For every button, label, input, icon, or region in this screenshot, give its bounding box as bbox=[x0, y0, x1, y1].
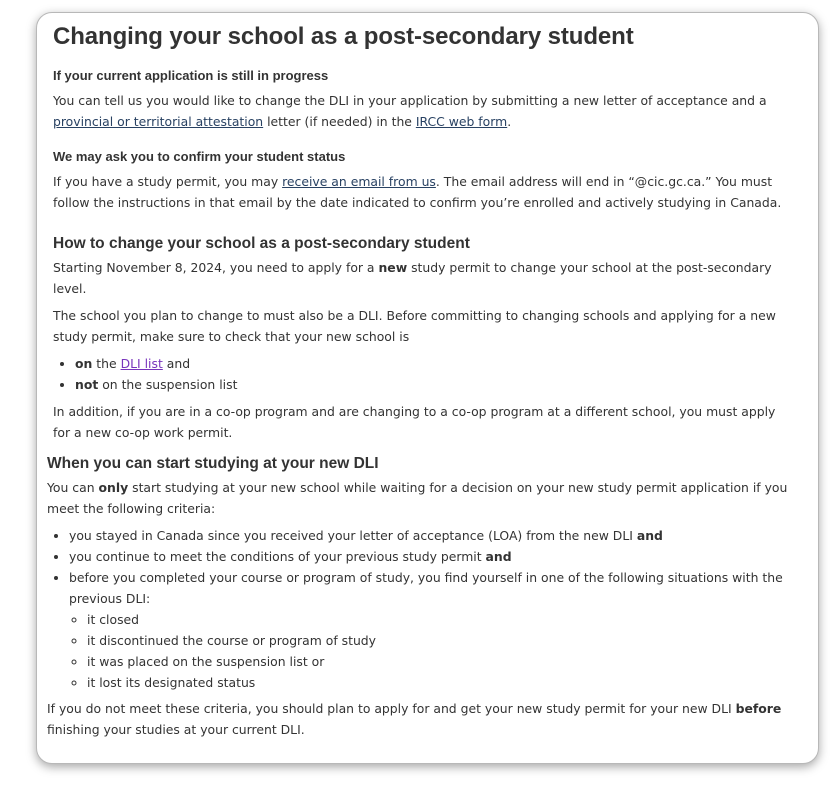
section-paragraph: You can only start studying at your new school while waiting for a decision on your new study permit application if you meet the following criteria: bbox=[47, 480, 788, 516]
section-heading: When you can start studying at your new DLI bbox=[47, 455, 379, 472]
section-paragraph: You can tell us you would like to change the DLI in your application by submitting a new letter of acceptance and a provincial or territorial attestation letter (if needed) in the IRCC web form. bbox=[53, 93, 767, 129]
section-paragraph: If you do not meet these criteria, you should plan to apply for and get your new study permit for your new DLI before finishing your studies at your current DLI. bbox=[47, 701, 782, 737]
section-application-in-progress bbox=[53, 66, 792, 132]
situations-list bbox=[69, 609, 792, 693]
list-item: ◦ it closed bbox=[87, 609, 792, 630]
section-paragraph: The school you plan to change to must also be a DLI. Before committing to changing schools and applying for a new study permit, make sure to check that your new school is bbox=[53, 308, 776, 344]
dli-list-link[interactable]: DLI list bbox=[120, 356, 163, 371]
section-paragraph: Starting November 8, 2024, you need to apply for a new study permit to change your school at the post-secondary level. bbox=[53, 260, 772, 296]
receive-email-link[interactable]: receive an email from us bbox=[282, 174, 436, 189]
section-paragraph: If you have a study permit, you may receive an email from us. The email address will end in “@cic.gc.ca.” You must follow the instructions in that email by the date indicated to confirm you’re enrolled and actively studying in Canada. bbox=[53, 174, 782, 210]
section-paragraph: In addition, if you are in a co-op program and are changing to a co-op program at a different school, you must apply for a new co-op work permit. bbox=[53, 404, 776, 440]
section-heading: We may ask you to confirm your student status bbox=[53, 149, 346, 164]
list-item: • you stayed in Canada since you received your letter of acceptance (LOA) from the new DLI and bbox=[69, 525, 792, 546]
list-item: ◦ it lost its designated status bbox=[87, 672, 792, 693]
attestation-link[interactable]: provincial or territorial attestation bbox=[53, 114, 264, 129]
section-start-studying bbox=[47, 453, 792, 740]
page-title: Changing your school as a post-secondary student bbox=[53, 23, 634, 50]
list-item: • not on the suspension list bbox=[75, 374, 792, 395]
section-heading: How to change your school as a post-secondary student bbox=[53, 235, 470, 252]
criteria-list bbox=[47, 525, 792, 693]
list-item: • before you completed your course or program of study, you find yourself in one of the following situations with the previous DLI: ◦ it closed ◦ it discontinued the course or program of study ◦ it was placed on the suspension list or ◦ it lost its designated status bbox=[69, 567, 792, 693]
ircc-web-form-link[interactable]: IRCC web form bbox=[415, 114, 508, 129]
content-card bbox=[36, 12, 819, 764]
list-item: ◦ it discontinued the course or program of study bbox=[87, 630, 792, 651]
section-confirm-student-status bbox=[53, 147, 792, 213]
list-item: ◦ it was placed on the suspension list or bbox=[87, 651, 792, 672]
section-how-to-change-school bbox=[53, 233, 792, 443]
list-item: • you continue to meet the conditions of your previous study permit and bbox=[69, 546, 792, 567]
section-heading: If your current application is still in progress bbox=[53, 68, 329, 83]
list-item: • on the DLI list and bbox=[75, 353, 792, 374]
dli-check-list bbox=[53, 353, 792, 395]
